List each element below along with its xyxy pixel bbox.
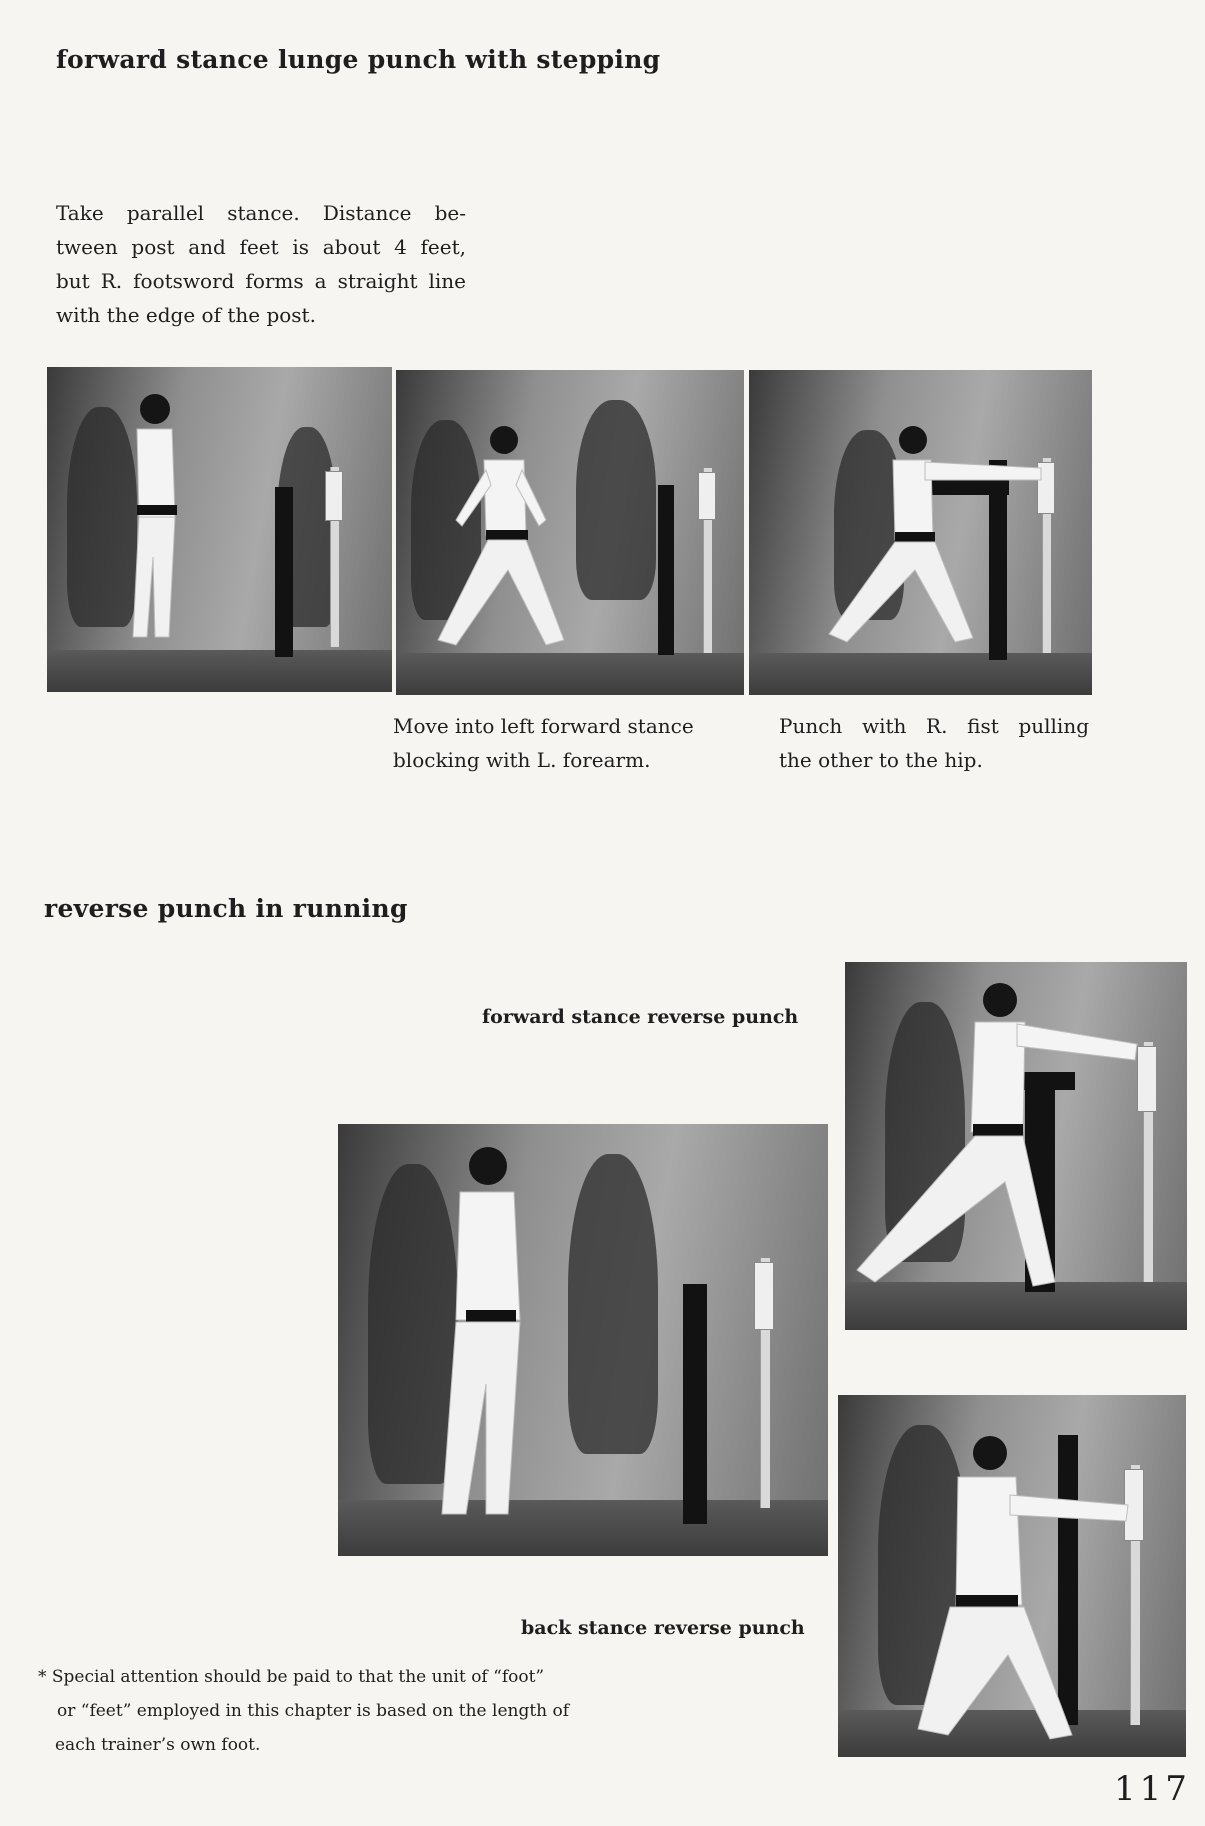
caption-line: Move into left forward stance <box>393 714 694 738</box>
label-forward-stance-reverse-punch: forward stance reverse punch <box>482 1006 799 1028</box>
photo-parallel-stance <box>47 367 392 692</box>
page-number: 117 <box>1114 1769 1191 1809</box>
photo-lunge-punch <box>749 370 1092 695</box>
caption-line: Punch with R. fist pulling <box>779 714 1089 738</box>
intro-line: Take parallel stance. Distance be- <box>56 201 466 225</box>
photo-ready-stance <box>338 1124 828 1556</box>
intro-paragraph <box>56 196 466 332</box>
caption-forward-stance-block <box>393 709 703 777</box>
karateka-figure <box>338 1124 828 1556</box>
intro-line: tween post and feet is about 4 feet, <box>56 235 466 259</box>
photo-forward-stance-reverse-punch <box>845 962 1187 1330</box>
footnote-line: * Special attention should be paid to that the unit of “foot” <box>38 1667 545 1687</box>
photo-forward-stance-block <box>396 370 744 695</box>
section-title-reverse-punch: reverse punch in running <box>44 894 408 923</box>
karateka-figure <box>396 370 744 695</box>
caption-line: blocking with L. forearm. <box>393 748 651 772</box>
karateka-figure <box>47 367 392 692</box>
footnote-line: each trainer’s own foot. <box>55 1735 261 1755</box>
photo-back-stance-reverse-punch <box>838 1395 1186 1757</box>
karateka-figure <box>845 962 1187 1330</box>
caption-lunge-punch <box>779 709 1089 777</box>
label-back-stance-reverse-punch: back stance reverse punch <box>521 1617 805 1639</box>
section-title-lunge-punch: forward stance lunge punch with stepping <box>56 45 661 74</box>
footnote <box>38 1660 608 1762</box>
intro-line: but R. footsword forms a straight line <box>56 269 466 293</box>
footnote-line: or “feet” employed in this chapter is based on the length of <box>57 1701 570 1721</box>
intro-line: with the edge of the post. <box>56 303 316 327</box>
karateka-figure <box>749 370 1092 695</box>
caption-line: the other to the hip. <box>779 748 983 772</box>
karateka-figure <box>838 1395 1186 1757</box>
